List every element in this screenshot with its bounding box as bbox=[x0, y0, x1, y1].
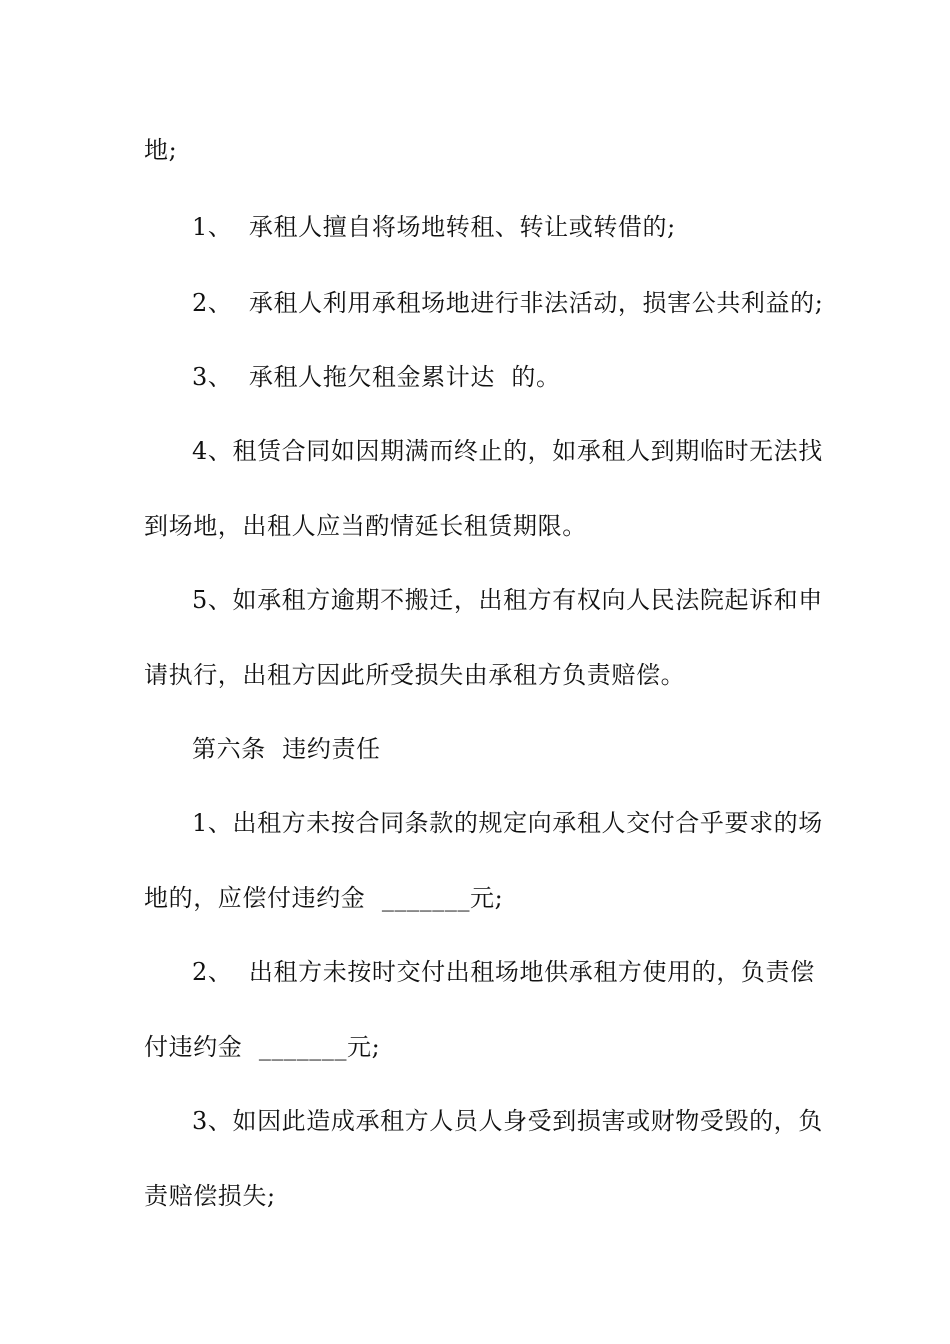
text-line: 3、如因此造成承租方人员人身受到损害或财物受毁的，负 bbox=[192, 1107, 823, 1135]
text-line: 1、 承租人擅自将场地转租、转让或转借的; bbox=[192, 213, 676, 241]
text-line: 5、如承租方逾期不搬迁，出租方有权向人民法院起诉和申 bbox=[192, 586, 823, 614]
text-line: 地的，应偿付违约金 _______元; bbox=[144, 884, 504, 912]
text-line: 到场地，出租人应当酌情延长租赁期限。 bbox=[144, 512, 587, 540]
text-line: 付违约金 _______元; bbox=[144, 1033, 381, 1061]
section-heading: 第六条 违约责任 bbox=[192, 735, 381, 763]
text-line: 4、租赁合同如因期满而终止的，如承租人到期临时无法找 bbox=[192, 437, 823, 465]
text-line: 地; bbox=[144, 136, 178, 164]
text-line: 责赔偿损失; bbox=[144, 1182, 276, 1210]
text-line: 3、 承租人拖欠租金累计达 的。 bbox=[192, 363, 561, 391]
text-line: 2、 承租人利用承租场地进行非法活动，损害公共利益的; bbox=[192, 289, 824, 317]
text-line: 请执行，出租方因此所受损失由承租方负责赔偿。 bbox=[144, 661, 686, 689]
text-line: 1、出租方未按合同条款的规定向承租人交付合乎要求的场 bbox=[192, 809, 823, 837]
text-line: 2、 出租方未按时交付出租场地供承租方使用的，负责偿 bbox=[192, 958, 815, 986]
